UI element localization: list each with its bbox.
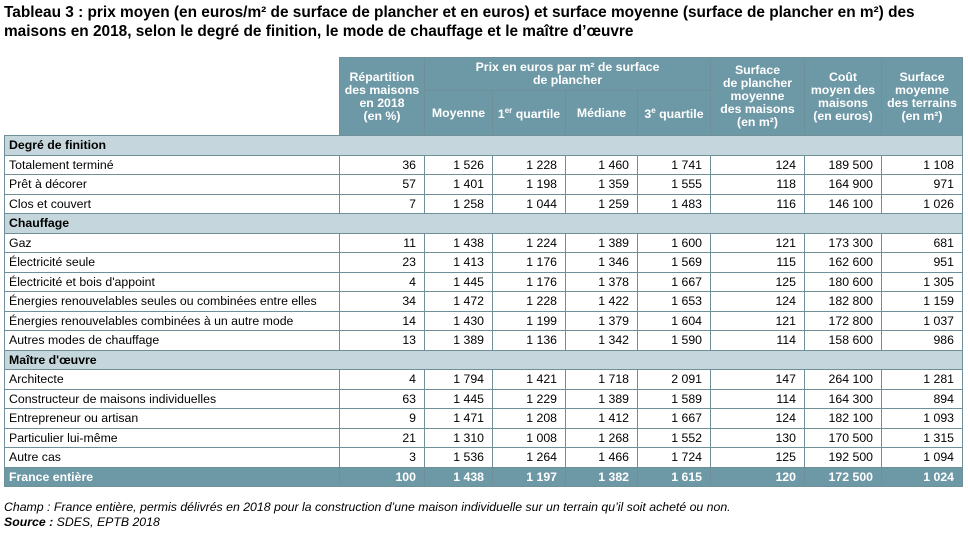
cell-value: 1 228 [493, 292, 566, 312]
cell-value: 1 389 [566, 233, 638, 253]
cell-value: 1 472 [425, 292, 493, 312]
cell-value: 681 [882, 233, 963, 253]
cell-value: 1 389 [566, 389, 638, 409]
cell-value: 1 413 [425, 253, 493, 273]
cell-value: 124 [711, 155, 805, 175]
cell-value: 1 526 [425, 155, 493, 175]
cell-value: 1 438 [425, 233, 493, 253]
row-label: France entière [5, 467, 340, 487]
cell-value: 1 667 [638, 409, 711, 429]
header-surface-plancher: Surface de plancher moyenne des maisons (en m²) [711, 58, 805, 136]
cell-value: 1 199 [493, 311, 566, 331]
cell-value: 121 [711, 233, 805, 253]
cell-value: 1 555 [638, 175, 711, 195]
cell-value: 11 [340, 233, 425, 253]
header-repartition: Répartition des maisons en 2018 (en %) [340, 58, 425, 136]
cell-value: 1 590 [638, 331, 711, 351]
cell-value: 1 093 [882, 409, 963, 429]
cell-value: 971 [882, 175, 963, 195]
cell-value: 180 600 [805, 272, 882, 292]
table-row [5, 409, 963, 429]
table-row [5, 448, 963, 468]
row-label: Énergies renouvelables combinées à un autre mode [5, 311, 340, 331]
row-label: Constructeur de maisons individuelles [5, 389, 340, 409]
cell-value: 1 044 [493, 194, 566, 214]
header-moyenne: Moyenne [425, 91, 493, 136]
cell-value: 1 268 [566, 428, 638, 448]
cell-value: 124 [711, 409, 805, 429]
cell-value: 1 359 [566, 175, 638, 195]
cell-value: 124 [711, 292, 805, 312]
cell-value: 192 500 [805, 448, 882, 468]
row-label: Prêt à décorer [5, 175, 340, 195]
cell-value: 170 500 [805, 428, 882, 448]
cell-value: 14 [340, 311, 425, 331]
cell-value: 3 [340, 448, 425, 468]
cell-value: 114 [711, 389, 805, 409]
total-row [5, 467, 963, 487]
header-blank [5, 58, 340, 136]
cell-value: 1 794 [425, 370, 493, 390]
data-table [4, 57, 963, 487]
cell-value: 115 [711, 253, 805, 273]
cell-value: 173 300 [805, 233, 882, 253]
cell-value: 1 008 [493, 428, 566, 448]
cell-value: 1 037 [882, 311, 963, 331]
section-title: Maître d'œuvre [5, 350, 963, 370]
cell-value: 34 [340, 292, 425, 312]
header-cout-moyen: Coût moyen des maisons (en euros) [805, 58, 882, 136]
row-label: Architecte [5, 370, 340, 390]
cell-value: 1 281 [882, 370, 963, 390]
cell-value: 1 315 [882, 428, 963, 448]
champ-note: Champ : France entière, permis délivrés en 2018 pour la construction d’une maison individuelle sur un terrain qu’il soit acheté ou non. [4, 500, 731, 514]
cell-value: 1 094 [882, 448, 963, 468]
cell-value: 1 197 [493, 467, 566, 487]
cell-value: 1 258 [425, 194, 493, 214]
cell-value: 147 [711, 370, 805, 390]
cell-value: 164 300 [805, 389, 882, 409]
table-row [5, 331, 963, 351]
cell-value: 1 615 [638, 467, 711, 487]
cell-value: 1 229 [493, 389, 566, 409]
cell-value: 1 483 [638, 194, 711, 214]
cell-value: 182 100 [805, 409, 882, 429]
cell-value: 1 589 [638, 389, 711, 409]
cell-value: 4 [340, 370, 425, 390]
table-row [5, 292, 963, 312]
cell-value: 130 [711, 428, 805, 448]
cell-value: 1 430 [425, 311, 493, 331]
table-row [5, 370, 963, 390]
cell-value: 1 421 [493, 370, 566, 390]
cell-value: 1 259 [566, 194, 638, 214]
cell-value: 1 569 [638, 253, 711, 273]
cell-value: 1 604 [638, 311, 711, 331]
cell-value: 9 [340, 409, 425, 429]
cell-value: 1 401 [425, 175, 493, 195]
cell-value: 1 653 [638, 292, 711, 312]
table-row [5, 389, 963, 409]
table-row [5, 194, 963, 214]
cell-value: 125 [711, 448, 805, 468]
cell-value: 100 [340, 467, 425, 487]
cell-value: 1 159 [882, 292, 963, 312]
cell-value: 13 [340, 331, 425, 351]
cell-value: 1 438 [425, 467, 493, 487]
cell-value: 1 460 [566, 155, 638, 175]
cell-value: 118 [711, 175, 805, 195]
cell-value: 172 500 [805, 467, 882, 487]
cell-value: 1 176 [493, 272, 566, 292]
cell-value: 23 [340, 253, 425, 273]
cell-value: 1 536 [425, 448, 493, 468]
row-label: Autre cas [5, 448, 340, 468]
cell-value: 146 100 [805, 194, 882, 214]
cell-value: 1 445 [425, 272, 493, 292]
cell-value: 1 379 [566, 311, 638, 331]
cell-value: 21 [340, 428, 425, 448]
cell-value: 894 [882, 389, 963, 409]
cell-value: 1 208 [493, 409, 566, 429]
cell-value: 172 800 [805, 311, 882, 331]
cell-value: 121 [711, 311, 805, 331]
header-mediane: Médiane [566, 91, 638, 136]
cell-value: 114 [711, 331, 805, 351]
cell-value: 125 [711, 272, 805, 292]
row-label: Clos et couvert [5, 194, 340, 214]
header-surface-terrain: Surface moyenne des terrains (en m²) [882, 58, 963, 136]
cell-value: 1 445 [425, 389, 493, 409]
row-label: Entrepreneur ou artisan [5, 409, 340, 429]
cell-value: 1 224 [493, 233, 566, 253]
cell-value: 116 [711, 194, 805, 214]
table-row [5, 428, 963, 448]
cell-value: 986 [882, 331, 963, 351]
footnote [4, 500, 731, 530]
cell-value: 1 108 [882, 155, 963, 175]
header-q3: 3e quartile [638, 91, 711, 136]
cell-value: 1 718 [566, 370, 638, 390]
cell-value: 120 [711, 467, 805, 487]
cell-value: 4 [340, 272, 425, 292]
section-row [5, 214, 963, 234]
cell-value: 162 600 [805, 253, 882, 273]
table-body [5, 136, 963, 487]
cell-value: 264 100 [805, 370, 882, 390]
section-title: Degré de finition [5, 136, 963, 156]
cell-value: 36 [340, 155, 425, 175]
cell-value: 951 [882, 253, 963, 273]
cell-value: 1 228 [493, 155, 566, 175]
source-note: Source : SDES, EPTB 2018 [4, 515, 160, 529]
cell-value: 158 600 [805, 331, 882, 351]
cell-value: 1 026 [882, 194, 963, 214]
table-row [5, 155, 963, 175]
cell-value: 1 466 [566, 448, 638, 468]
cell-value: 1 346 [566, 253, 638, 273]
section-title: Chauffage [5, 214, 963, 234]
cell-value: 1 024 [882, 467, 963, 487]
cell-value: 1 724 [638, 448, 711, 468]
cell-value: 1 136 [493, 331, 566, 351]
cell-value: 57 [340, 175, 425, 195]
header-prix-group: Prix en euros par m² de surface de plancher [425, 58, 711, 91]
cell-value: 1 378 [566, 272, 638, 292]
cell-value: 1 600 [638, 233, 711, 253]
cell-value: 1 305 [882, 272, 963, 292]
cell-value: 1 198 [493, 175, 566, 195]
section-row [5, 136, 963, 156]
cell-value: 63 [340, 389, 425, 409]
cell-value: 1 552 [638, 428, 711, 448]
cell-value: 1 310 [425, 428, 493, 448]
row-label: Électricité et bois d'appoint [5, 272, 340, 292]
cell-value: 2 091 [638, 370, 711, 390]
row-label: Autres modes de chauffage [5, 331, 340, 351]
table-row [5, 272, 963, 292]
cell-value: 7 [340, 194, 425, 214]
table-row [5, 175, 963, 195]
row-label: Particulier lui-même [5, 428, 340, 448]
cell-value: 1 382 [566, 467, 638, 487]
cell-value: 1 471 [425, 409, 493, 429]
cell-value: 1 667 [638, 272, 711, 292]
cell-value: 1 412 [566, 409, 638, 429]
row-label: Énergies renouvelables seules ou combinées entre elles [5, 292, 340, 312]
table-row [5, 311, 963, 331]
cell-value: 1 176 [493, 253, 566, 273]
row-label: Gaz [5, 233, 340, 253]
table-row [5, 253, 963, 273]
cell-value: 182 800 [805, 292, 882, 312]
cell-value: 1 342 [566, 331, 638, 351]
header-q1: 1er quartile [493, 91, 566, 136]
cell-value: 1 389 [425, 331, 493, 351]
table-title: Tableau 3 : prix moyen (en euros/m² de surface de plancher et en euros) et surface moyenne (surface de plancher en m²) des maisons en 2018, selon le degré de finition, le mode de chauffage et le maître d’œuvre [4, 4, 915, 40]
cell-value: 189 500 [805, 155, 882, 175]
row-label: Électricité seule [5, 253, 340, 273]
cell-value: 1 264 [493, 448, 566, 468]
table-row [5, 233, 963, 253]
cell-value: 1 741 [638, 155, 711, 175]
section-row [5, 350, 963, 370]
cell-value: 1 422 [566, 292, 638, 312]
cell-value: 164 900 [805, 175, 882, 195]
row-label: Totalement terminé [5, 155, 340, 175]
